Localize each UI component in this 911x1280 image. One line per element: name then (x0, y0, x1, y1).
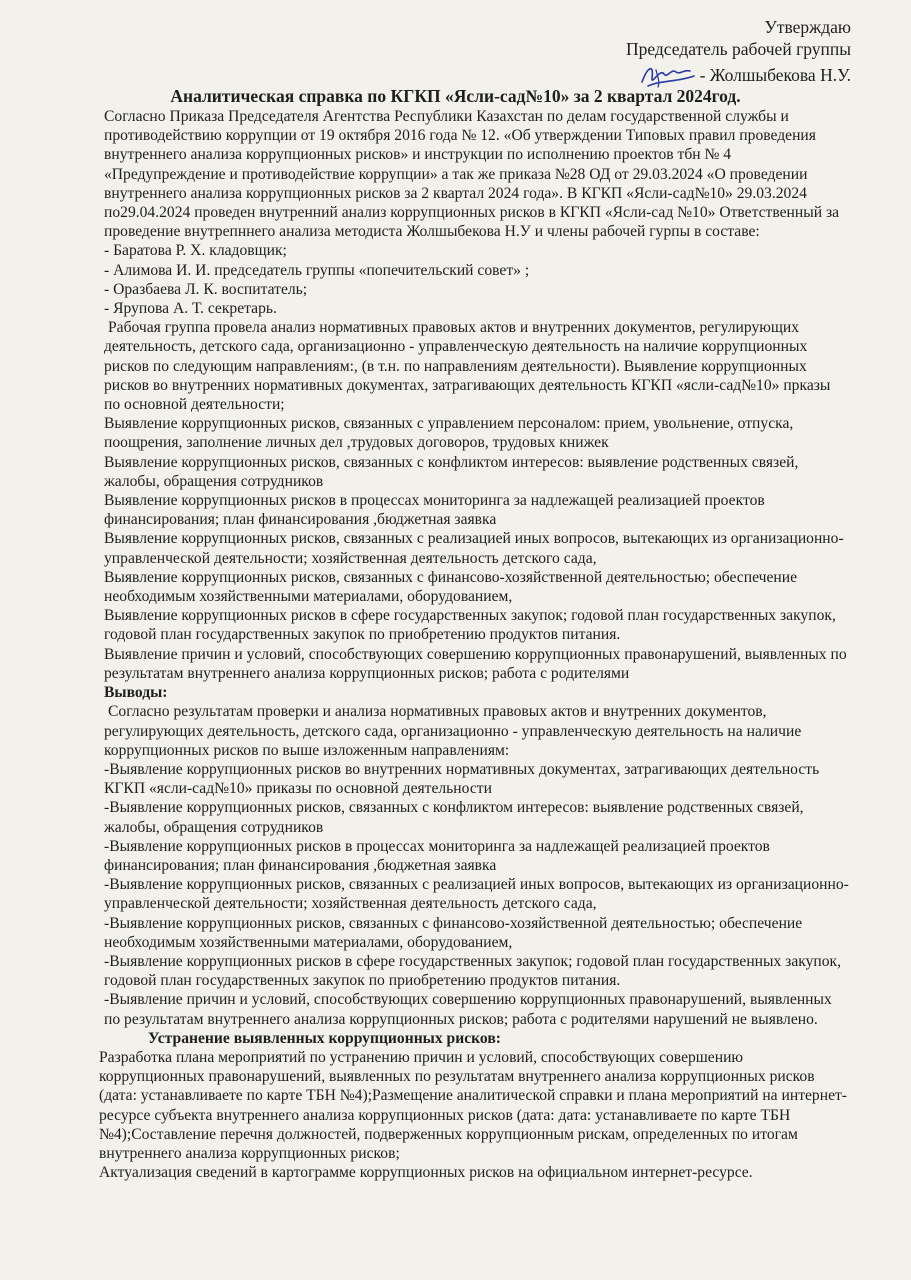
intro-paragraph: Согласно Приказа Председателя Агентства Республики Казахстан по делам государственной службы и противодействию коррупции от 19 октября 2016 года № 12. «Об утверждении Типовых правил проведения внутреннего анализа коррупционных рисков» и инструкции по исполнению проектов тбн № 4 «Предупреждение и противодействие коррупции» а так же приказа №28 ОД от 29.03.2024 «О проведении внутреннего анализа коррупционных рисков за 2 квартал 2024 года». В КГКП «Ясли-сад№10» 29.03.2024 по29.04.2024 проведен внутренний анализ коррупционных рисков в КГКП «Ясли-сад №10» Ответственный за проведение внутрепннего анализа методиста Жолшыбекова Н.У и члены рабочей гурпы в составе: (104, 108, 840, 241)
elimination-paragraph: Актуализация сведений в картограмме коррупционных рисков на официальном интернет-ресурсе. (99, 1164, 753, 1182)
elimination-paragraph: Разработка плана мероприятий по устранению причин и условий, способствующих совершению коррупционных правонарушений, выявленных по результатам внутреннего анализа коррупционных рисков (дата: устанавливаете по карте ТБН №4);Размещение аналитической справки и плана мероприятий на интернет-ресурсе субъекта внутреннего анализа коррупционных рисков (дата: дата: устанавливаете по карте ТБН №4);Составление перечня должностей, подверженных коррупционным рискам, определенных по итогам внутреннего анализа коррупционных рисков; (99, 1048, 847, 1162)
conclusion-item: -Выявление коррупционных рисков, связанных с финансово-хозяйственной деятельностью; обеспечение необходимым хозяйственными материалами, оборудованием, (104, 914, 803, 951)
conclusions-heading: Выводы: (104, 684, 168, 702)
conclusion-item: -Выявление коррупционных рисков, связанных с конфликтом интересов: выявление родственных связей, жалобы, обращения сотрудников (104, 799, 804, 836)
direction-item: Выявление коррупционных рисков, связанных с реализацией иных вопросов, вытекающих из организационно-управленческой деятельности; хозяйственная деятельность детского сада, (104, 530, 844, 567)
approval-name: - Жолшыбекова Н.У. (699, 65, 851, 85)
member-item: - Ярупова А. Т. секретарь. (104, 300, 277, 318)
direction-item: Выявление коррупционных рисков в сфере государственных закупок; годовой план государственных закупок, годовой план государственных закупок по приобретению продуктов питания. (104, 607, 836, 644)
conclusion-item: -Выявление коррупционных рисков в сфере государственных закупок; годовой план государственных закупок, годовой план государственных закупок по приобретению продуктов питания. (104, 952, 842, 990)
conclusions-paragraph: Согласно результатам проверки и анализа нормативных правовых актов и внутренних документов, регулирующих деятельность, детского сада, организационно - управленческую деятельность на наличие коррупционных рисков по выше изложенным направлениям: (104, 703, 802, 759)
member-item: - Баратова Р. Х. кладовщик; (104, 242, 287, 260)
conclusion-item: -Выявление причин и условий, способствующих совершению коррупционных правонарушений, выявленных по результатам внутреннего анализа коррупционных рисков; работа с родителями нарушений не выявлено. (104, 991, 832, 1028)
direction-item: Выявление причин и условий, способствующих совершению коррупционных правонарушений, выявленных по результатам внутреннего анализа коррупционных рисков; работа с родителями (104, 645, 847, 682)
member-item: - Алимова И. И. председатель группы «попечительский совет» ; (104, 261, 530, 279)
elimination-heading: Устранение выявленных коррупционных рисков: (148, 1029, 501, 1047)
document-body (99, 107, 849, 1182)
approval-position: Председатель рабочей группы (625, 39, 851, 59)
conclusion-item: -Выявление коррупционных рисков в процессах мониторинга за надлежащей реализацией проектов финансирования; план финансирования ,бюджетная заявка (104, 837, 770, 874)
document-title: Аналитическая справка по КГКП «Ясли-сад№10» за 2 квартал 2024год. (170, 86, 741, 106)
approval-block (591, 16, 851, 90)
member-item: - Оразбаева Л. К. воспитатель; (104, 280, 308, 298)
direction-item: Выявление коррупционных рисков в процессах мониторинга за надлежащей реализацией проектов финансирования; план финансирования ,бюджетная заявка (104, 492, 765, 529)
direction-item: Выявление коррупционных рисков, связанных с финансово-хозяйственной деятельностью; обеспечение необходимым хозяйственными материалами, оборудованием, (104, 568, 797, 606)
direction-item: Выявление коррупционных рисков, связанных с конфликтом интересов: выявление родственных связей, жалобы, обращения сотрудников (104, 453, 799, 490)
approval-label: Утверждаю (764, 17, 851, 37)
conclusion-item: -Выявление коррупционных рисков, связанных с реализацией иных вопросов, вытекающих из организационно-управленческой деятельности; хозяйственная деятельность детского сада, (104, 876, 849, 913)
conclusion-item: -Выявление коррупционных рисков во внутренних нормативных документах, затрагивающих деятельность КГКП «ясли-сад№10» приказы по основной деятельности (104, 760, 820, 798)
direction-item: Выявление коррупционных рисков, связанных с управлением персоналом: прием, увольнение, отпуска, поощрения, заполнение личных дел ,трудовых договоров, трудовых книжек (104, 415, 794, 452)
analysis-paragraph: Рабочая группа провела анализ нормативных правовых актов и внутренних документов, регулирующих деятельность, детского сада, организационно - управленческую деятельность на наличие коррупционных рисков по следующим направлениям:, (в т.н. по направлениям деятельности). Выявление коррупционных рисков во внутренних нормативных документах, затрагивающих деятельность КГКП «ясли-сад№10» прказы по основной деятельности; (104, 319, 831, 414)
